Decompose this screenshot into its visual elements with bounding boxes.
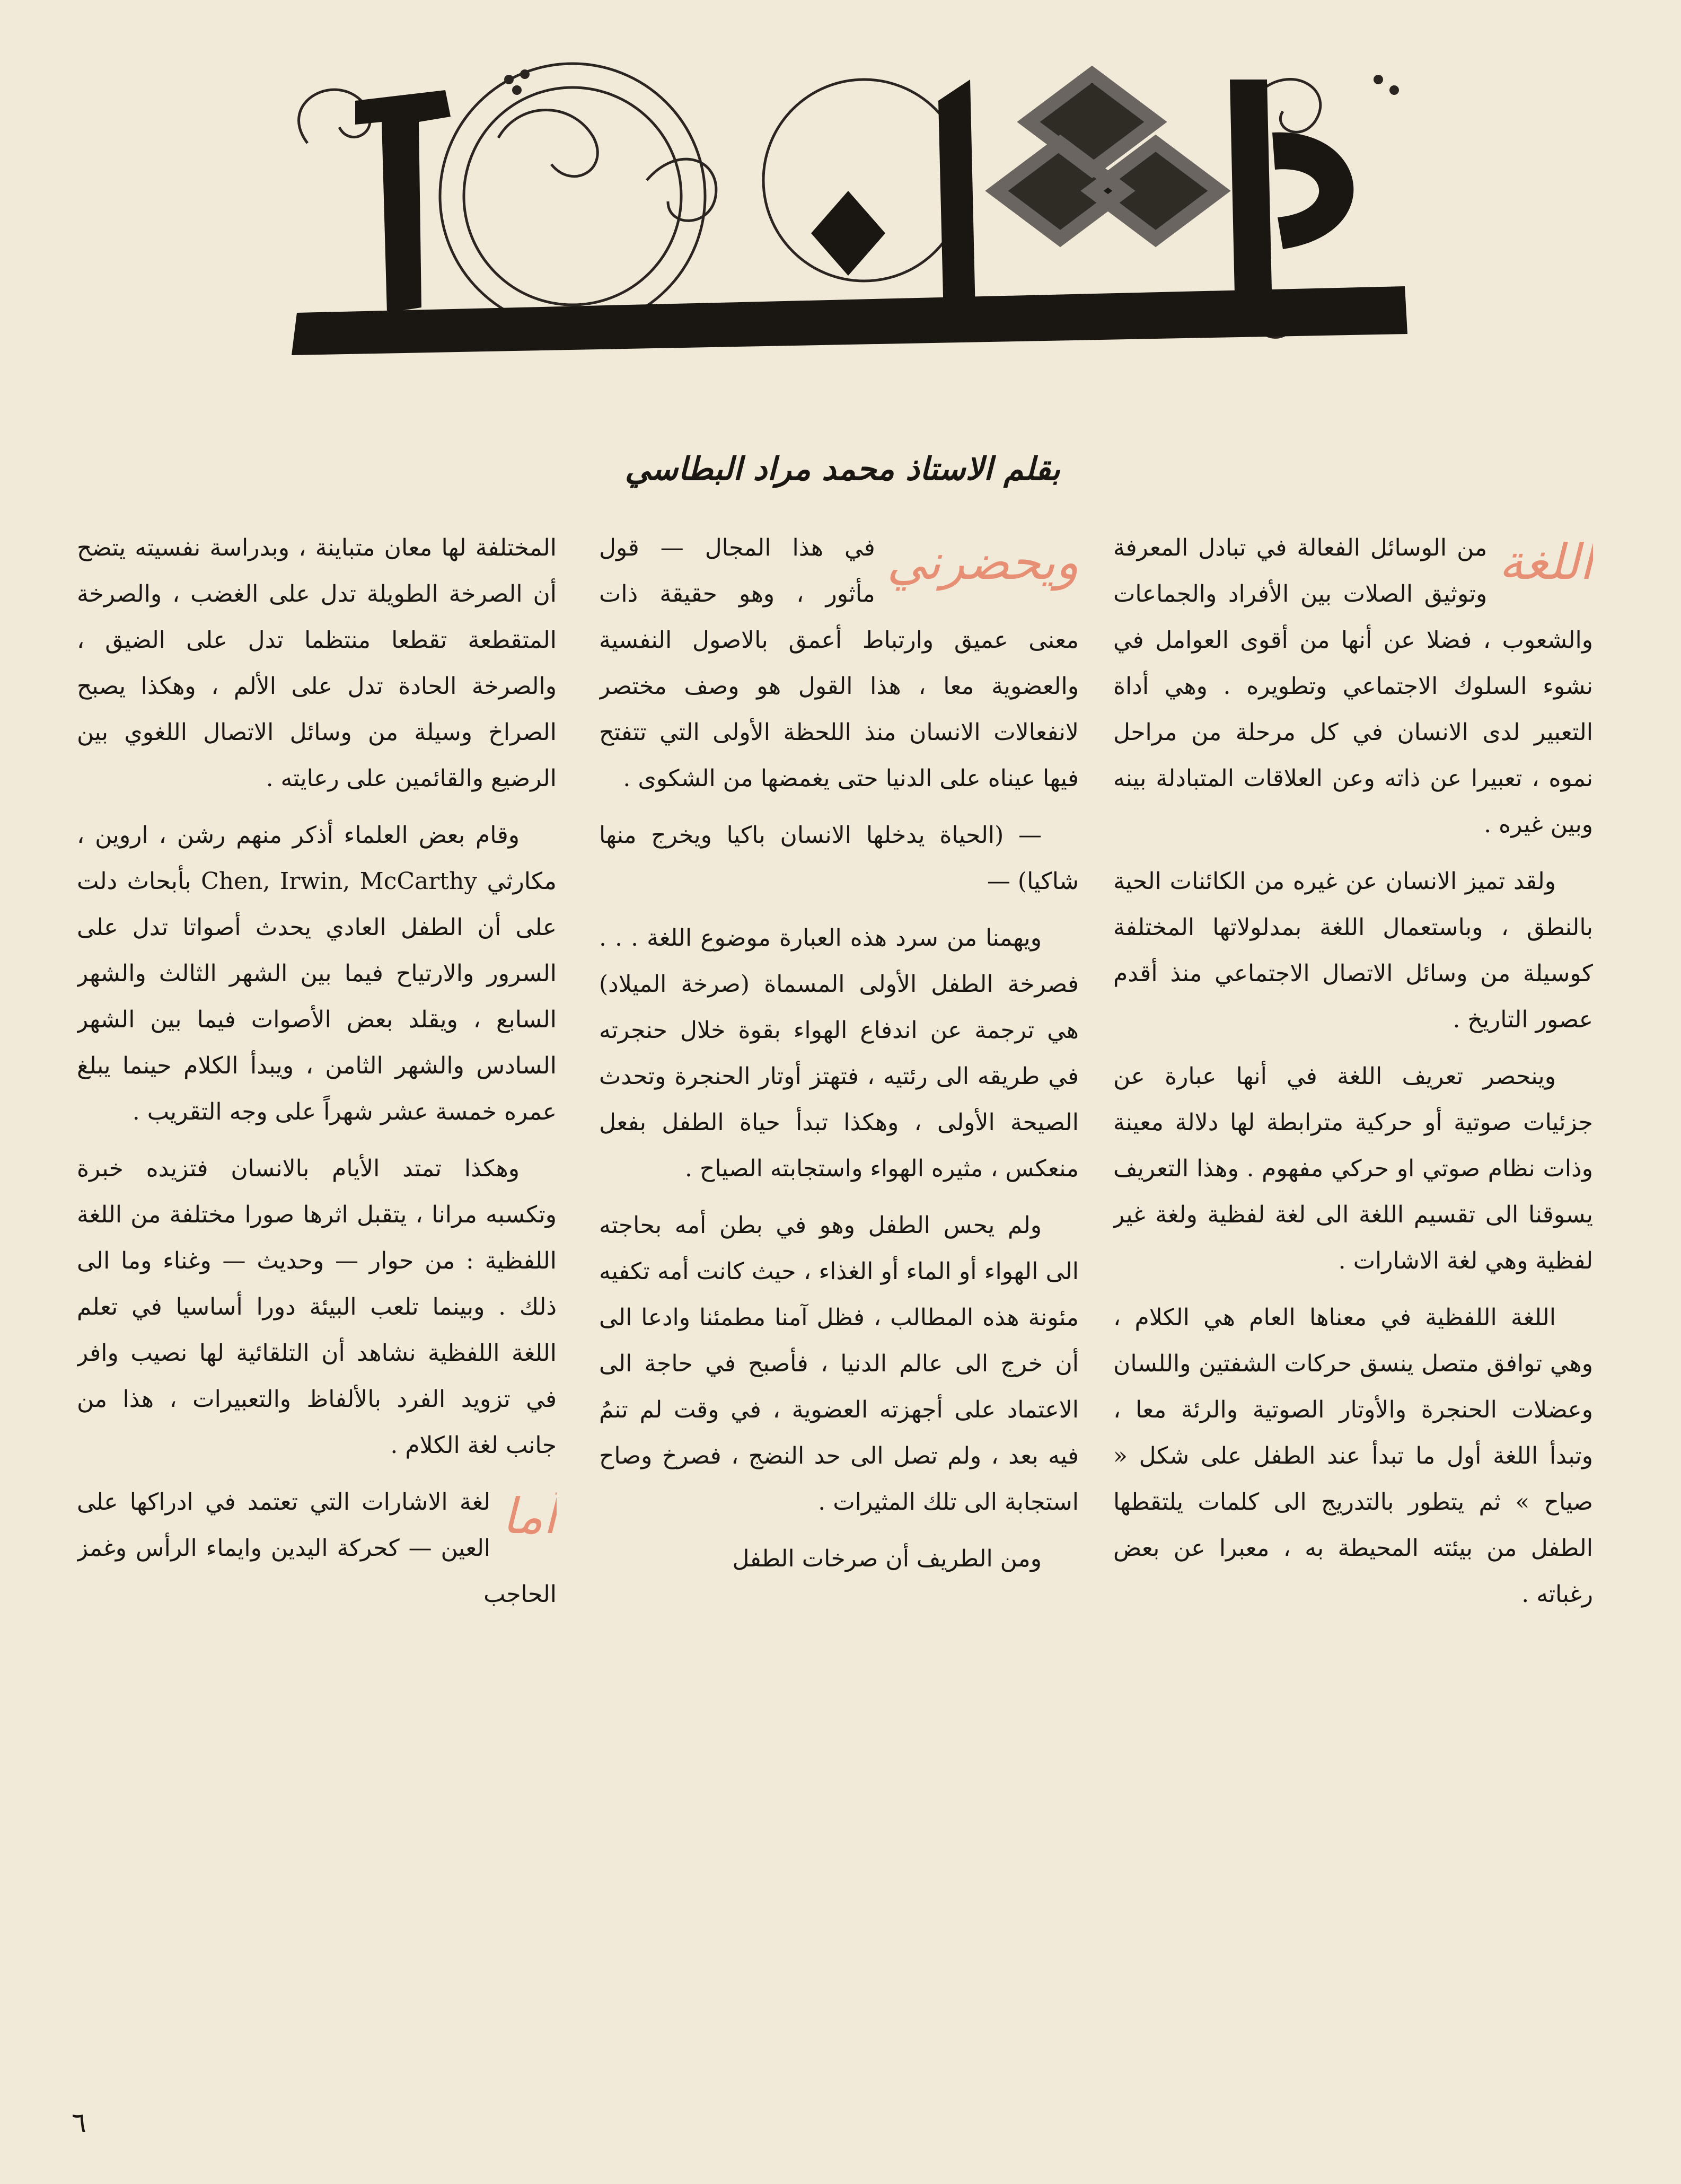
- author-byline: بقلم الاستاذ محمد مراد البطاسي: [624, 451, 1060, 488]
- paragraph: المختلفة لها معان متباينة ، وبدراسة نفسيته يتضح أن الصرخة الطويلة تدل على الغضب ، والصرخة المتقطعة تقطعا منتظما تدل على الضيق ، والصرخة الحادة تدل على الألم ، وهكذا يصبح الصراخ وسيلة من وسائل الاتصال اللغوي بين الرضيع والقائمين على رعايته .: [77, 534, 557, 792]
- ornament-swirl-right: [1262, 80, 1321, 133]
- ornament-ring-inner: [464, 87, 681, 305]
- paragraph: وينحصر تعريف اللغة في أنها عبارة عن جزئيات صوتية أو حركية مترابطة لها دلالة معينة وذات نظام صوتي او حركي مفهوم . وهذا التعريف يسوقنا الى تقسيم اللغة الى لغة لفظية ولغة غير لفظية وهي لغة الاشارات .: [1113, 1063, 1593, 1274]
- article-column-middle: [599, 525, 1079, 2094]
- article-column-left: [77, 525, 557, 2094]
- paragraph-text: لغة الاشارات التي تعتمد في ادراكها على العين — كحركة اليدين وايماء الرأس وغمز الحاجب: [77, 1489, 557, 1608]
- article-column-right: [1113, 525, 1593, 2094]
- ornament-swirl-mid: [498, 110, 597, 177]
- paragraph: ويهمنا من سرد هذه العبارة موضوع اللغة . . . فصرخة الطفل الأولى المسماة (صرخة الميلاد) هي ترجمة عن اندفاع الهواء بقوة خلال حنجرته في طريقه الى رئتيه ، فتهتز أوتار الحنجرة وتحدث الصيحة الأولى ، وهكذا تبدأ حياة الطفل بفعل منعكس ، مثيره الهواء واستجابته الصياح .: [599, 924, 1079, 1182]
- paragraph: ومن الطريف أن صرخات الطفل: [732, 1545, 1042, 1572]
- letter-ta-loop: [1272, 133, 1353, 249]
- paragraph: اللغة اللفظية في معناها العام هي الكلام ، وهي توافق متصل ينسق حركات الشفتين واللسان وعضلات الحنجرة والأوتار الصوتية والرئة معا ، وتبدأ اللغة أول ما تبدأ عند الطفل على شكل « صياح » ثم يتطور بالتدريج الى كلمات يلتقطها الطفل من بيئته المحيطة به ، معبرا عن بعض رغباته .: [1113, 1304, 1593, 1608]
- paragraph: وقام بعض العلماء أذكر منهم رشن ، اروين ، مكارثي Chen, Irwin, McCarthy بأبحاث دلت على أن الطفل العادي يحدث أصواتا تدل على السرور والارتياح فيما بين الشهر الثالث والشهر السابع ، ويقلد بعض الأصوات فيما بين الشهر السادس والشهر الثامن ، ويبدأ الكلام حينما يبلغ عمره خمسة عشر شهراً على وجه التقريب .: [77, 822, 557, 1125]
- paragraph: [599, 525, 1079, 802]
- paragraph: ولقد تميز الانسان عن غيره من الكائنات الحية بالنطق ، وباستعمال اللغة بمدلولاتها المختلفة كوسيلة من وسائل الاتصال الاجتماعي منذ أقدم عصور التاريخ .: [1113, 868, 1593, 1033]
- paragraph: ولم يحس الطفل وهو في بطن أمه بحاجته الى الهواء أو الماء أو الغذاء ، حيث كانت أمه تكفيه مئونة هذه المطالب ، فظل آمنا مطمئنا وادعا الى أن خرج الى عالم الدنيا ، فأصبح في حاجة الى الاعتماد على أجهزته العضوية ، في وقت لم تنمُ فيه بعد ، ولم تصل الى حد النضج ، فصرخ وصاح استجابة الى تلك المثيرات .: [599, 1212, 1079, 1516]
- letter-alif-right: [1230, 80, 1272, 318]
- paragraph-text: من الوسائل الفعالة في تبادل المعرفة وتوثيق الصلات بين الأفراد والجماعات والشعوب ، فضلا عن أنها من أقوى العوامل في نشوء السلوك الاجتماعي وتطويره . وهي أداة التعبير لدى الانسان في كل مرحلة من مراحل نموه ، تعبيرا عن ذاته وعن العلاقات المتبادلة بينه وبين غيره .: [1113, 534, 1593, 838]
- quote-paragraph: — (الحياة يدخلها الانسان باكيا ويخرج منها شاكيا) —: [599, 822, 1079, 895]
- ornament-ring: [440, 64, 705, 329]
- paragraph: [77, 1479, 557, 1617]
- drop-word: أما: [502, 1488, 557, 1545]
- paragraph-text: في هذا المجال — قول مأثور ، وهو حقيقة ذات معنى عميق وارتباط أعمق بالاصول النفسية والعضوية معا ، هذا القول هو وصف مختصر لانفعالات الانسان منذ اللحظة الأولى التي تتفتح فيها عيناه على الدنيا حتى يغمضها من الشكوى .: [599, 534, 1079, 792]
- letter-ghain-diamond: [811, 191, 885, 276]
- paragraph: وهكذا تمتد الأيام بالانسان فتزيده خبرة وتكسبه مرانا ، يتقبل اثرها صورا مختلفة من اللغة اللفظية : من حوار — وحديث — وغناء وما الى ذلك . وبينما تلعب البيئة دورا أساسيا في تعلم اللغة اللفظية نشاهد أن التلقائية لها نصيب وافر في تزويد الفرد بالألفاظ والتعبيرات ، هذا من جانب لغة الكلام .: [77, 1155, 557, 1459]
- title-calligraphy: [276, 58, 1431, 355]
- page-number: ٦: [72, 2107, 86, 2139]
- paragraph: [1113, 525, 1593, 848]
- drop-word: اللغة: [1499, 534, 1593, 591]
- drop-word: ويحضرني: [886, 534, 1079, 591]
- letter-tall-stroke: [938, 80, 975, 318]
